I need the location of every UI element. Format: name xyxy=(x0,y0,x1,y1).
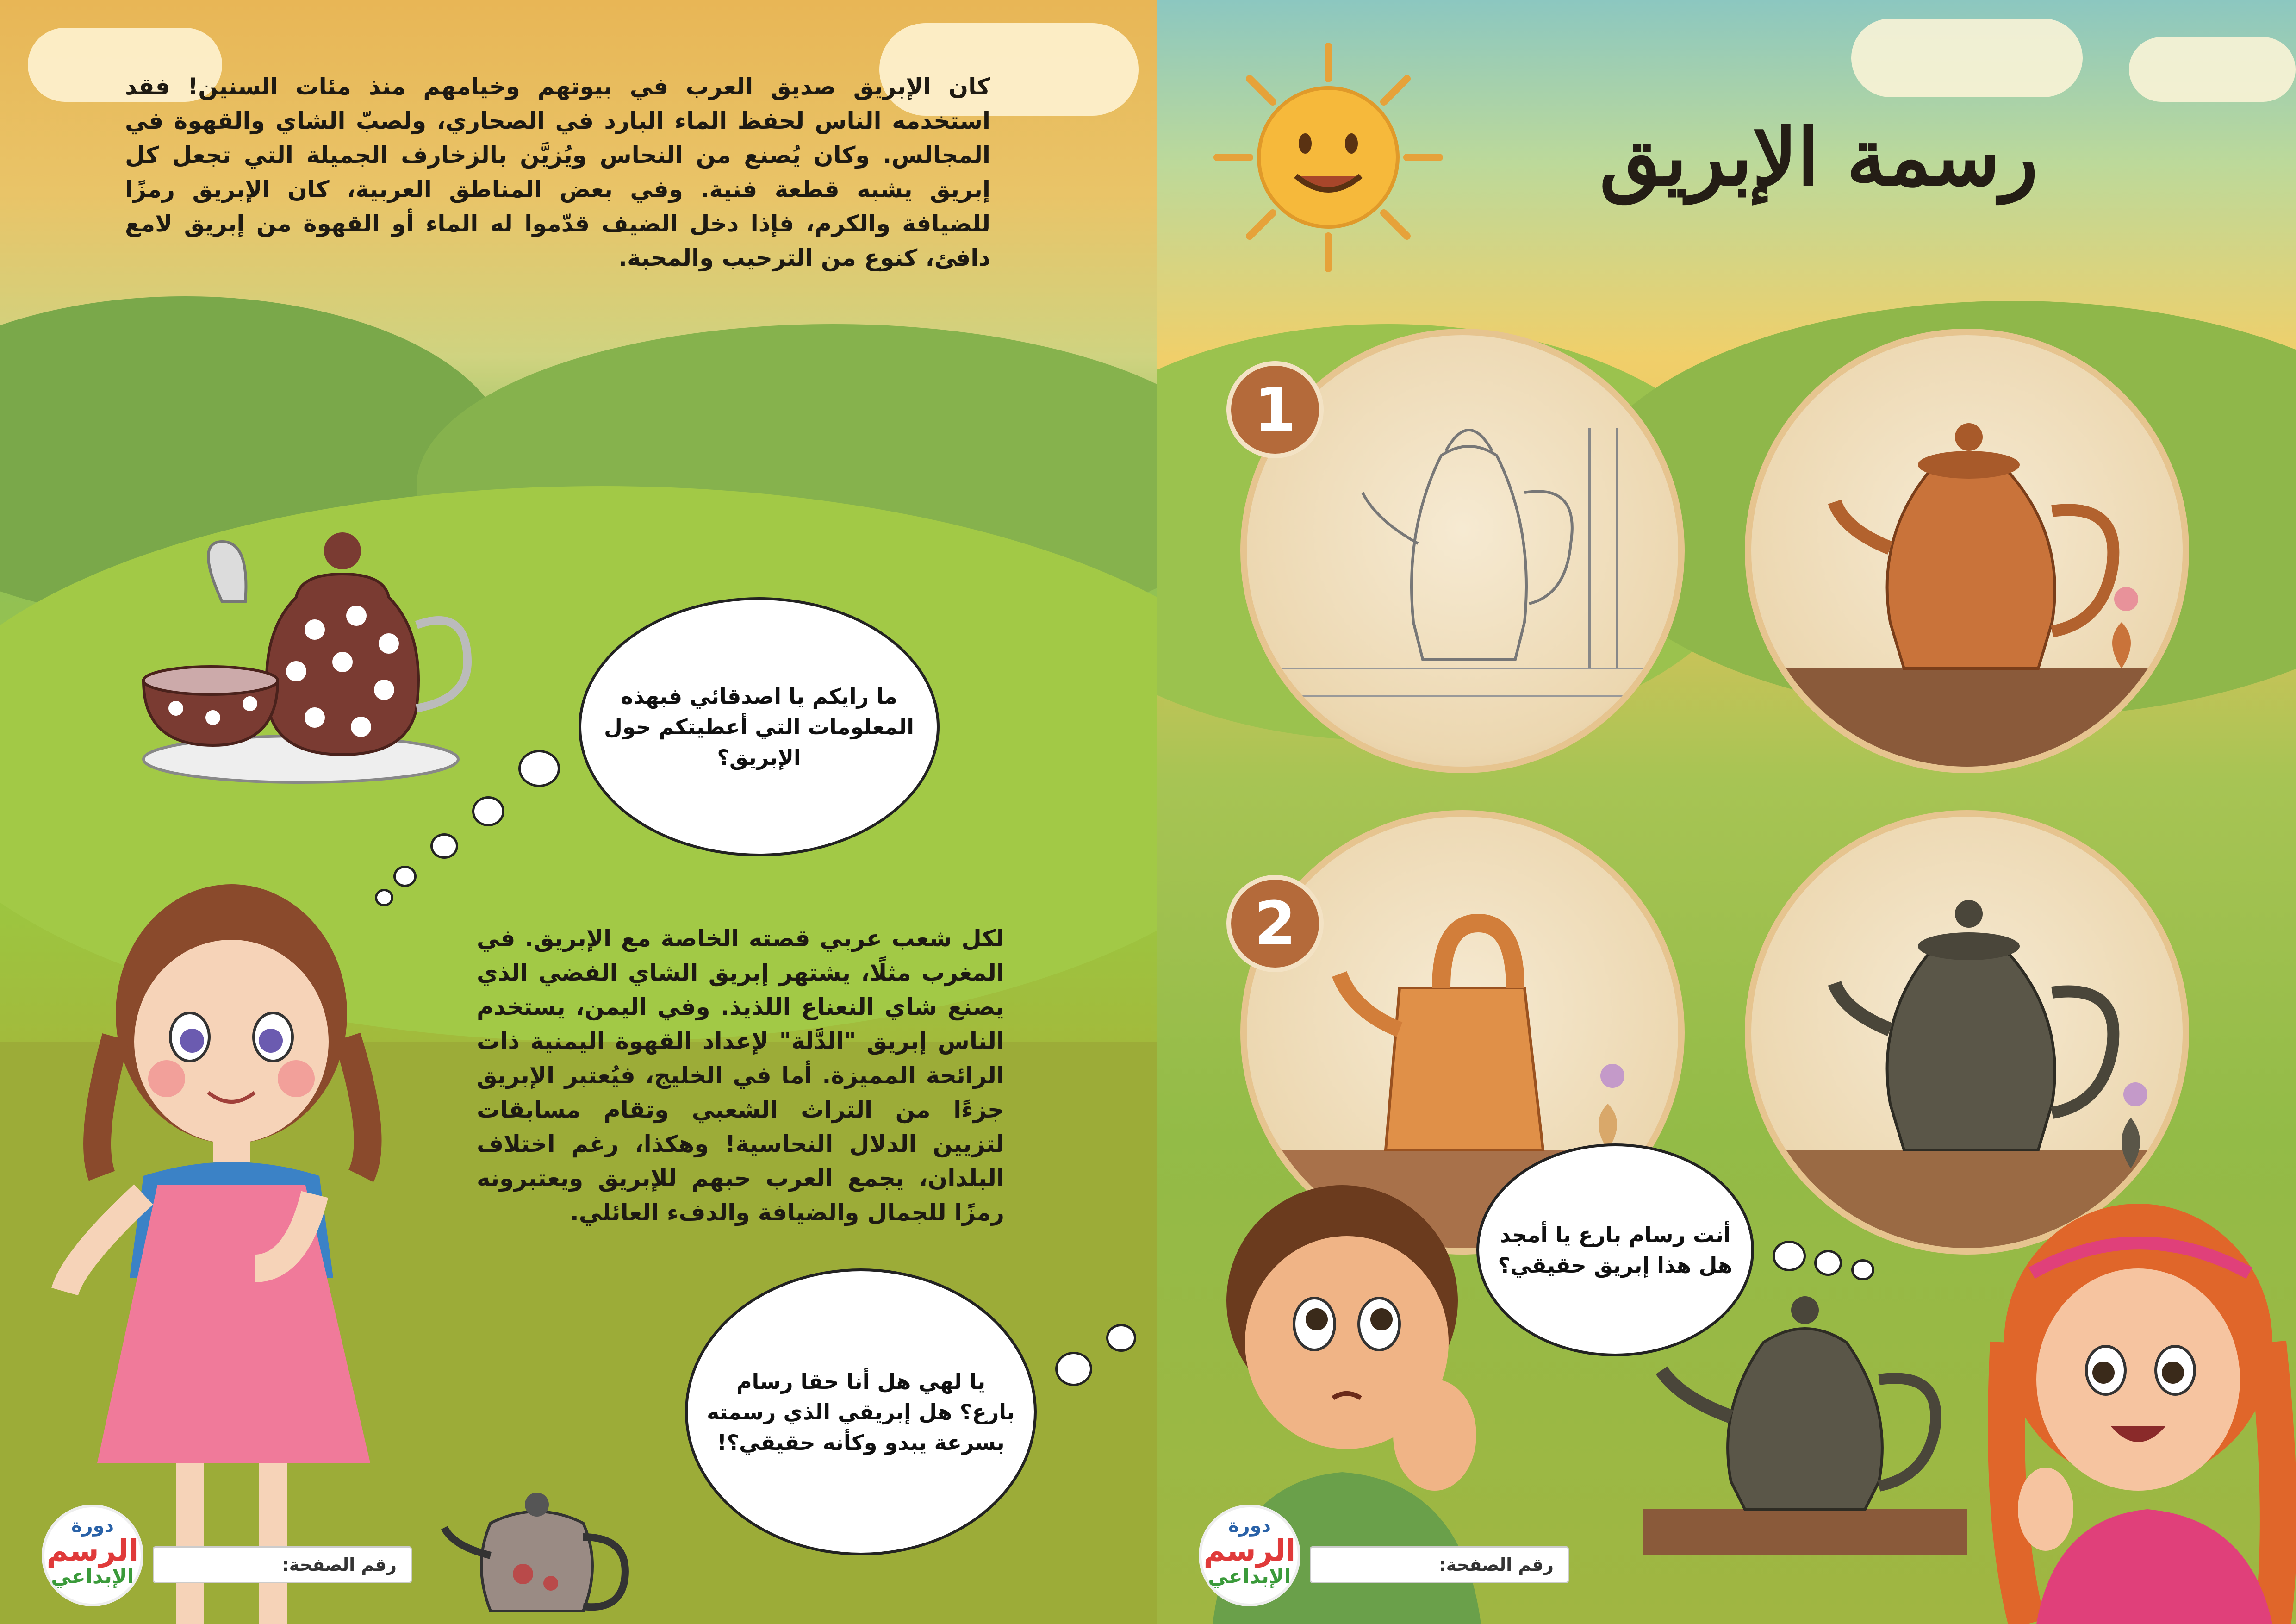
sun-illustration xyxy=(1213,42,1444,273)
intro-paragraph: كان الإبريق صديق العرب في بيوتهم وخيامهم منذ مئات السنين! فقد استخدمه الناس لحفظ الماء البارد في الصحاري، ولصبّ الشاي والقهوة في المجالس. وكان يُصنع من النحاس ويُزيَّن بالزخارف الجميلة التي تجعل كل إبريق يشبه قطعة فنية. وفي بعض المناطق العربية، كان الإبريق رمزًا للضيافة والكرم، فإذا دخل الضيف قدّموا له الماء أو القهوة من إبريق لامع دافئ، كنوع من الترحيب والمحبة. xyxy=(125,73,990,271)
right-page xyxy=(1157,0,2296,1624)
thought-dot xyxy=(375,889,393,906)
thought-dot xyxy=(1055,1352,1092,1386)
girl-thought-bubble-right: أنت رسام بارع يا أمجد هل هذا إبريق حقيقي؟ xyxy=(1476,1143,1754,1356)
copper-teapot xyxy=(1751,335,2189,773)
page-title: رسمة الإبريق xyxy=(1599,111,2038,204)
thought-dot xyxy=(1851,1259,1874,1280)
small-teapot-illustration xyxy=(435,1472,639,1624)
cloud xyxy=(2129,37,2296,102)
thought-dot xyxy=(1773,1241,1806,1271)
logo-line: الإبداعي xyxy=(51,1565,134,1588)
tea-set-illustration xyxy=(83,523,491,792)
thought-dot xyxy=(1814,1250,1842,1276)
logo-line: الإبداعي xyxy=(1208,1565,1291,1588)
course-logo xyxy=(42,1505,143,1606)
thought-dot xyxy=(518,750,560,787)
thought-dot xyxy=(1106,1324,1136,1352)
step-number-badge: 1 xyxy=(1226,361,1324,458)
logo-line: دورة xyxy=(1228,1515,1271,1537)
red-hair-girl-illustration xyxy=(1953,1194,2296,1624)
culture-paragraph: لكل شعب عربي قصته الخاصة مع الإبريق. في المغرب مثلًا، يشتهر إبريق الشاي الفضي الذي يصنع شاي النعناع اللذيذ. وفي اليمن، يستخدم الناس إبريق "الدَّلة" لإعداد القهوة اليمنية ذات الرائحة المميزة. أما في الخليج، فيُعتبر الإبريق جزءًا من التراث الشعبي وتقام مسابقات لتزيين الدلال النحاسية! وهكذا، رغم اختلاف البلدان، يجمع العرب حبهم للإبريق ويعتبرونه رمزًا للجمال والضيافة والدفء العائلي. xyxy=(477,925,1004,1226)
girl-thought-bubble: ما رايكم يا اصدقائي فبهذه المعلومات التي أعطيتكم حول الإبريق؟ xyxy=(579,597,940,856)
thought-dot xyxy=(472,796,504,826)
step1-colored-circle xyxy=(1745,329,2189,773)
page-number-field: رقم الصفحة: xyxy=(1310,1546,1569,1583)
course-logo xyxy=(1199,1505,1300,1606)
step-number-badge: 2 xyxy=(1226,875,1324,972)
thought-dot xyxy=(430,833,458,859)
logo-line: دورة xyxy=(71,1515,114,1537)
logo-line: الرسم xyxy=(1203,1534,1296,1568)
dark-teapot-drawing xyxy=(1751,817,2189,1255)
cloud xyxy=(1851,19,2083,97)
thought-dot xyxy=(393,866,417,887)
logo-line: الرسم xyxy=(46,1534,139,1568)
boy-thought-bubble: يا لهي هل أنا حقا رسام بارع؟ هل إبريقي الذي رسمته بسرعة يبدو وكأنه حقيقي؟! xyxy=(685,1268,1037,1555)
step2-finished-circle xyxy=(1745,810,2189,1255)
page-number-field: رقم الصفحة: xyxy=(153,1546,412,1583)
